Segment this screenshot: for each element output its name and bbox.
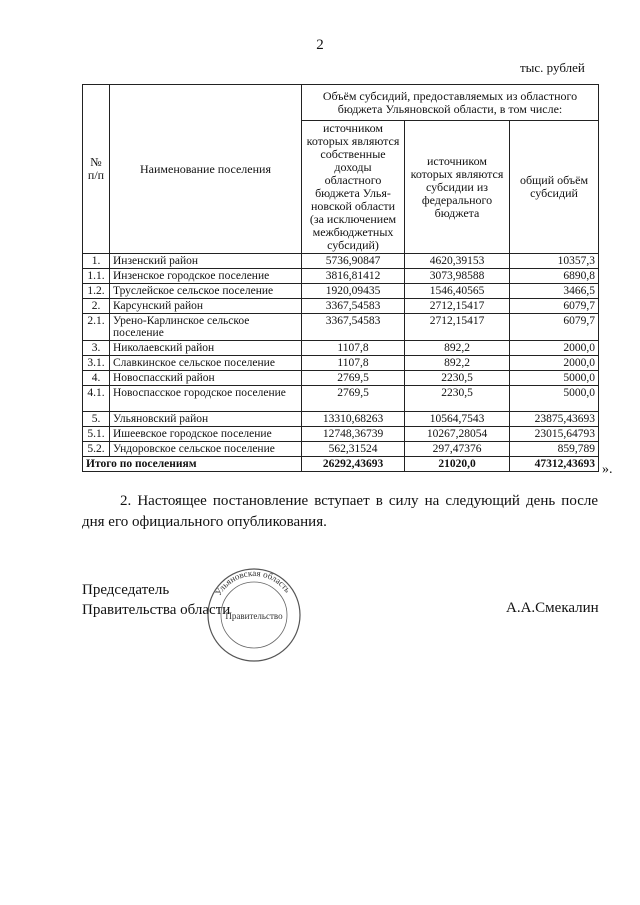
row-federal: 10564,7543 bbox=[405, 412, 510, 427]
total-row bbox=[83, 457, 599, 472]
row-total: 6890,8 bbox=[510, 269, 599, 284]
table-row bbox=[83, 442, 599, 457]
row-name: Инзенское городское поселение bbox=[110, 269, 302, 284]
total-sum: 47312,43693 bbox=[510, 457, 599, 472]
row-federal: 3073,98588 bbox=[405, 269, 510, 284]
row-total: 859,789 bbox=[510, 442, 599, 457]
row-name: Урено-Карлинское сельское поселение bbox=[110, 314, 302, 341]
row-own-revenue: 12748,36739 bbox=[302, 427, 405, 442]
row-total: 2000,0 bbox=[510, 356, 599, 371]
row-name: Труслейское сельское поселение bbox=[110, 284, 302, 299]
header-own-revenue: источником которых являются собственные доходы областного бюджета Улья-новской области (за исключением межбюджетных субсидий) bbox=[302, 121, 405, 254]
row-federal: 2230,5 bbox=[405, 386, 510, 412]
row-name: Ишеевское городское поселение bbox=[110, 427, 302, 442]
row-own-revenue: 1107,8 bbox=[302, 341, 405, 356]
row-total: 6079,7 bbox=[510, 299, 599, 314]
header-federal: источником которых являются субсидии из федерального бюджета bbox=[405, 121, 510, 254]
row-own-revenue: 13310,68263 bbox=[302, 412, 405, 427]
effective-date-paragraph: 2. Настоящее постановление вступает в силу на следующий день после дня его официального опубликования. bbox=[82, 493, 598, 530]
row-total: 6079,7 bbox=[510, 314, 599, 341]
row-number: 4.1. bbox=[83, 386, 110, 412]
row-name: Ульяновский район bbox=[110, 412, 302, 427]
table-row bbox=[83, 299, 599, 314]
row-total: 10357,3 bbox=[510, 254, 599, 269]
table-row bbox=[83, 356, 599, 371]
row-name: Инзенский район bbox=[110, 254, 302, 269]
row-federal: 892,2 bbox=[405, 341, 510, 356]
row-own-revenue: 1920,09435 bbox=[302, 284, 405, 299]
row-number: 1.2. bbox=[83, 284, 110, 299]
total-own-revenue: 26292,43693 bbox=[302, 457, 405, 472]
row-number: 4. bbox=[83, 371, 110, 386]
row-name: Новоспасское городское поселение bbox=[110, 386, 302, 412]
signatory-name: А.А.Смекалин bbox=[506, 600, 599, 616]
row-own-revenue: 2769,5 bbox=[302, 371, 405, 386]
page-number: 2 bbox=[316, 37, 324, 53]
row-own-revenue: 3816,81412 bbox=[302, 269, 405, 284]
row-number: 3.1. bbox=[83, 356, 110, 371]
table-row bbox=[83, 254, 599, 269]
row-number: 3. bbox=[83, 341, 110, 356]
table-row bbox=[83, 371, 599, 386]
row-total: 2000,0 bbox=[510, 341, 599, 356]
row-number: 2.1. bbox=[83, 314, 110, 341]
row-federal: 2230,5 bbox=[405, 371, 510, 386]
table-row bbox=[83, 269, 599, 284]
table-row bbox=[83, 314, 599, 341]
official-seal bbox=[206, 567, 302, 663]
row-name: Новоспасский район bbox=[110, 371, 302, 386]
row-number: 5.2. bbox=[83, 442, 110, 457]
total-federal: 21020,0 bbox=[405, 457, 510, 472]
table-body bbox=[83, 254, 599, 472]
row-name: Николаевский район bbox=[110, 341, 302, 356]
row-own-revenue: 5736,90847 bbox=[302, 254, 405, 269]
row-number: 5. bbox=[83, 412, 110, 427]
position-line-1: Председатель bbox=[82, 582, 170, 598]
row-name: Славкинское сельское поселение bbox=[110, 356, 302, 371]
row-own-revenue: 3367,54583 bbox=[302, 314, 405, 341]
table-row bbox=[83, 412, 599, 427]
row-federal: 1546,40565 bbox=[405, 284, 510, 299]
row-federal: 10267,28054 bbox=[405, 427, 510, 442]
row-total: 3466,5 bbox=[510, 284, 599, 299]
units-label: тыс. рублей bbox=[520, 60, 585, 75]
row-own-revenue: 1107,8 bbox=[302, 356, 405, 371]
row-name: Ундоровское сельское поселение bbox=[110, 442, 302, 457]
table-row bbox=[83, 341, 599, 356]
subsidy-table bbox=[82, 84, 599, 472]
row-own-revenue: 562,31524 bbox=[302, 442, 405, 457]
row-number: 1.1. bbox=[83, 269, 110, 284]
closing-quote: ». bbox=[602, 462, 613, 477]
row-federal: 2712,15417 bbox=[405, 314, 510, 341]
row-name: Карсунский район bbox=[110, 299, 302, 314]
row-number: 1. bbox=[83, 254, 110, 269]
row-total: 5000,0 bbox=[510, 371, 599, 386]
row-federal: 2712,15417 bbox=[405, 299, 510, 314]
row-own-revenue: 3367,54583 bbox=[302, 299, 405, 314]
row-total: 5000,0 bbox=[510, 386, 599, 412]
header-group: Объём субсидий, предоставляемых из областного бюджета Ульяновской области, в том числе: bbox=[302, 85, 599, 121]
table-row bbox=[83, 386, 599, 412]
row-own-revenue: 2769,5 bbox=[302, 386, 405, 412]
header-name: Наименование поселения bbox=[110, 85, 302, 254]
row-total: 23015,64793 bbox=[510, 427, 599, 442]
row-total: 23875,43693 bbox=[510, 412, 599, 427]
row-federal: 4620,39153 bbox=[405, 254, 510, 269]
total-label: Итого по поселениям bbox=[83, 457, 302, 472]
header-num: № п/п bbox=[83, 85, 110, 254]
position-line-2: Правительства области bbox=[82, 602, 231, 618]
table-row bbox=[83, 427, 599, 442]
seal-center-text: Правительство bbox=[225, 611, 283, 621]
seal-ring-text: Ульяновская область bbox=[213, 567, 293, 598]
row-federal: 892,2 bbox=[405, 356, 510, 371]
row-federal: 297,47376 bbox=[405, 442, 510, 457]
header-total: общий объём субсидий bbox=[510, 121, 599, 254]
row-number: 2. bbox=[83, 299, 110, 314]
row-number: 5.1. bbox=[83, 427, 110, 442]
table-row bbox=[83, 284, 599, 299]
